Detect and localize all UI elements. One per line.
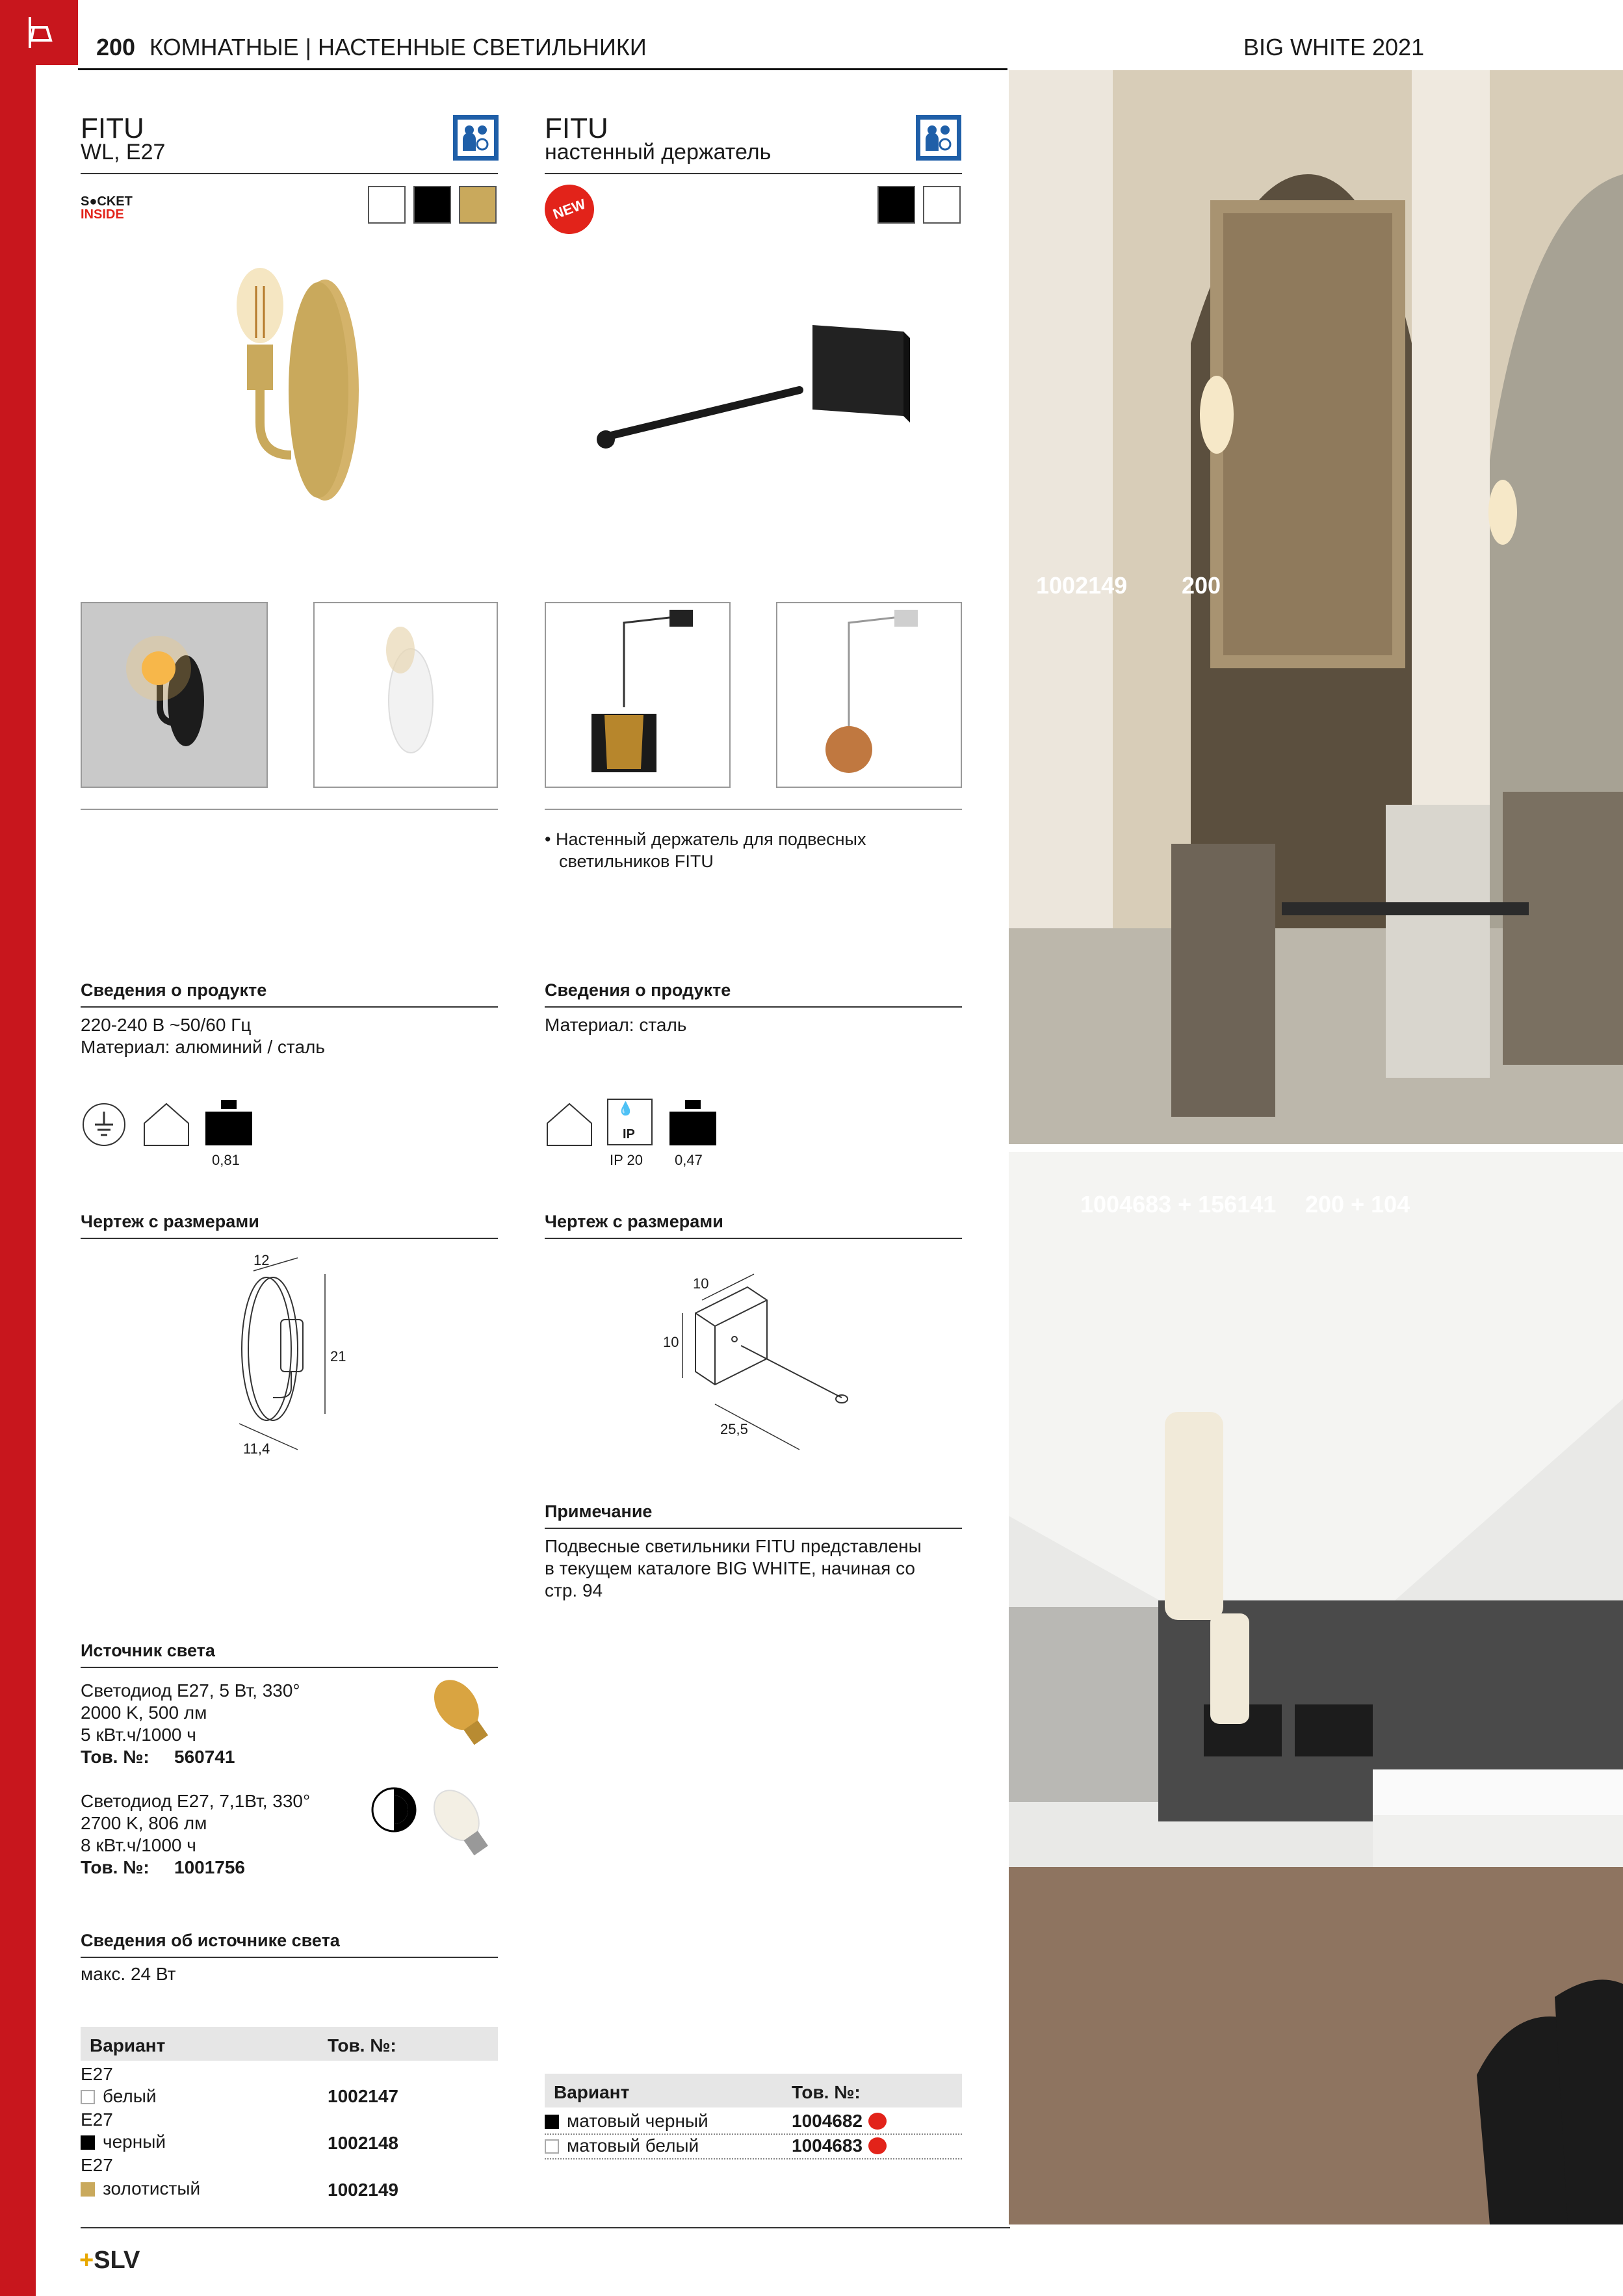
- socket-inside-logo: S●CKET INSIDE: [81, 194, 133, 222]
- right-thumb-rule: [545, 809, 962, 810]
- left-info-rule: [81, 1006, 498, 1008]
- photo-bottom-art-number: 1004683 + 156141: [1080, 1191, 1277, 1218]
- right-bullet-line2: светильников FITU: [559, 852, 714, 871]
- swatch-white[interactable]: [368, 186, 406, 224]
- page-number: 200: [96, 34, 136, 60]
- left-dimension-drawing: [221, 1242, 370, 1456]
- left-thumb-rule: [81, 809, 498, 810]
- lamp1-spec-2: 2000 K, 500 лм: [81, 1702, 207, 1723]
- table-row[interactable]: матовый белый: [545, 2135, 699, 2157]
- weight-icon: [668, 1099, 718, 1147]
- white-swatch-mini: [81, 2090, 95, 2104]
- swatch-black[interactable]: [877, 186, 915, 224]
- photo-top-art-number: 1002149: [1036, 572, 1128, 599]
- dimmable-icon: [369, 1785, 419, 1834]
- right-dim-height: 10: [663, 1334, 679, 1350]
- left-product-name: FITU: [81, 112, 144, 144]
- wall-lamp-icon: [25, 14, 56, 51]
- indoor-use-icon: [915, 114, 962, 161]
- table-row[interactable]: черный: [81, 2131, 166, 2153]
- note-line2: в текущем каталоге BIG WHITE, начиная со: [545, 1558, 915, 1578]
- left-row1-art: 1002147: [328, 2086, 399, 2106]
- light-source-title: Источник света: [81, 1641, 215, 1660]
- lamp-info-value: макс. 24 Вт: [81, 1964, 176, 1984]
- left-drawing-title: Чертеж с размерами: [81, 1212, 259, 1231]
- lamp2-spec-3: 8 кВт.ч/1000 ч: [81, 1835, 196, 1855]
- new-badge: NEW: [538, 177, 601, 241]
- weight-icon: [204, 1099, 253, 1147]
- lamp2-art-number: 1001756: [174, 1857, 246, 1877]
- note-line1: Подвесные светильники FITU представлены: [545, 1536, 922, 1556]
- header-rule: [78, 68, 1007, 70]
- slv-logo: +SLV: [79, 2247, 140, 2274]
- table-row[interactable]: белый: [81, 2085, 156, 2107]
- left-product-subtitle: WL, E27: [81, 140, 166, 164]
- black-swatch-mini: [545, 2115, 559, 2129]
- swatch-gold[interactable]: [459, 186, 497, 224]
- right-dimension-drawing: [669, 1268, 871, 1456]
- white-swatch-mini: [545, 2139, 559, 2154]
- left-dim-top: 12: [253, 1252, 270, 1268]
- left-row1-socket: E27: [81, 2064, 113, 2084]
- right-row-divider: [545, 2158, 962, 2159]
- right-product-info-title: Сведения о продукте: [545, 980, 731, 1000]
- table-row[interactable]: золотистый: [81, 2178, 200, 2200]
- dining-room-photo: [1009, 70, 1623, 1144]
- left-drawing-rule: [81, 1238, 498, 1239]
- right-weight-value: 0,47: [675, 1152, 703, 1168]
- black-swatch-mini: [81, 2135, 95, 2150]
- footer-rule: [81, 2227, 1010, 2228]
- right-variant-table-header: [545, 2074, 962, 2107]
- left-product-info-material: Материал: алюминий / сталь: [81, 1037, 325, 1057]
- thumb-holder-with-black-shade[interactable]: [545, 602, 731, 788]
- lamp1-art-number: 560741: [174, 1747, 235, 1767]
- note-rule: [545, 1528, 962, 1529]
- right-product-subtitle: настенный держатель: [545, 140, 772, 164]
- left-product-info-title: Сведения о продукте: [81, 980, 267, 1000]
- catalog-name: BIG WHITE 2021: [1243, 34, 1425, 60]
- right-bullet-line1: • Настенный держатель для подвесных: [545, 829, 866, 849]
- left-dim-depth: 11,4: [243, 1441, 270, 1457]
- lamp-info-rule: [81, 1957, 498, 1958]
- swatch-white[interactable]: [923, 186, 961, 224]
- swatch-black[interactable]: [413, 186, 451, 224]
- left-weight-value: 0,81: [212, 1152, 240, 1168]
- right-row2-art: 1004683: [792, 2135, 863, 2156]
- right-product-info-material: Материал: сталь: [545, 1015, 687, 1035]
- photo-top-page-ref: 200: [1182, 572, 1221, 599]
- thumb-white-lamp[interactable]: [313, 602, 498, 788]
- right-table-col-art: Тов. №:: [792, 2082, 861, 2102]
- spark-icon: +: [79, 2247, 94, 2274]
- table-row[interactable]: матовый черный: [545, 2110, 708, 2132]
- amber-bulb-image: [426, 1671, 498, 1755]
- new-dot-icon: [868, 2113, 887, 2130]
- left-row2-art: 1002148: [328, 2133, 399, 2153]
- left-row3-socket: E27: [81, 2155, 113, 2175]
- note-line3: стр. 94: [545, 1580, 603, 1600]
- left-title-rule: [81, 173, 498, 174]
- wall-holder-product-image: [585, 319, 923, 475]
- thumb-black-lamp[interactable]: [81, 602, 268, 788]
- new-dot-icon: [868, 2137, 887, 2154]
- fitu-wl-product-image: [221, 260, 377, 507]
- lamp1-spec-1: Светодиод E27, 5 Вт, 330°: [81, 1680, 300, 1701]
- left-table-col-variant: Вариант: [90, 2035, 166, 2055]
- ip20-icon: 💧 IP: [607, 1099, 653, 1145]
- lamp2-art-label: Тов. №:: [81, 1857, 149, 1877]
- category-tab: [0, 0, 78, 65]
- left-dim-height: 21: [330, 1348, 346, 1364]
- note-title: Примечание: [545, 1502, 653, 1521]
- right-drawing-rule: [545, 1238, 962, 1239]
- clear-bulb-image: [426, 1781, 498, 1866]
- indoor-use-icon: [452, 114, 499, 161]
- left-row2-socket: E27: [81, 2109, 113, 2130]
- thumb-holder-with-globe-bulb[interactable]: [776, 602, 962, 788]
- lamp1-spec-3: 5 кВт.ч/1000 ч: [81, 1725, 196, 1745]
- lamp2-spec-1: Светодиод E27, 7,1Вт, 330°: [81, 1791, 311, 1811]
- indoor-house-icon: [142, 1101, 191, 1147]
- right-row1-art: 1004682: [792, 2111, 863, 2131]
- side-red-bar: [0, 0, 36, 2296]
- lamp1-art-label: Тов. №:: [81, 1747, 149, 1767]
- right-dim-width: 10: [693, 1275, 709, 1292]
- lamp-info-title: Сведения об источнике света: [81, 1931, 340, 1950]
- right-info-rule: [545, 1006, 962, 1008]
- left-table-col-art: Тов. №:: [328, 2035, 396, 2055]
- right-title-rule: [545, 173, 962, 174]
- kitchen-photo: [1009, 1152, 1623, 2224]
- right-drawing-title: Чертеж с размерами: [545, 1212, 723, 1231]
- section-title: КОМНАТНЫЕ | НАСТЕННЫЕ СВЕТИЛЬНИКИ: [149, 34, 647, 60]
- left-product-info-voltage: 220-240 В ~50/60 Гц: [81, 1015, 252, 1035]
- indoor-house-icon: [545, 1101, 594, 1147]
- lamp2-spec-2: 2700 K, 806 лм: [81, 1813, 207, 1833]
- gold-swatch-mini: [81, 2182, 95, 2197]
- right-table-col-variant: Вариант: [554, 2082, 630, 2102]
- right-product-name: FITU: [545, 112, 608, 144]
- left-row3-art: 1002149: [328, 2180, 399, 2200]
- class-1-ground-icon: [81, 1101, 130, 1147]
- light-source-rule: [81, 1667, 498, 1668]
- left-variant-table-header: [81, 2027, 498, 2061]
- ip-rating-label: IP 20: [610, 1152, 643, 1168]
- droplets-icon: 💧: [617, 1102, 634, 1116]
- photo-bottom-page-ref: 200 + 104: [1305, 1191, 1410, 1218]
- right-dim-length: 25,5: [720, 1421, 748, 1437]
